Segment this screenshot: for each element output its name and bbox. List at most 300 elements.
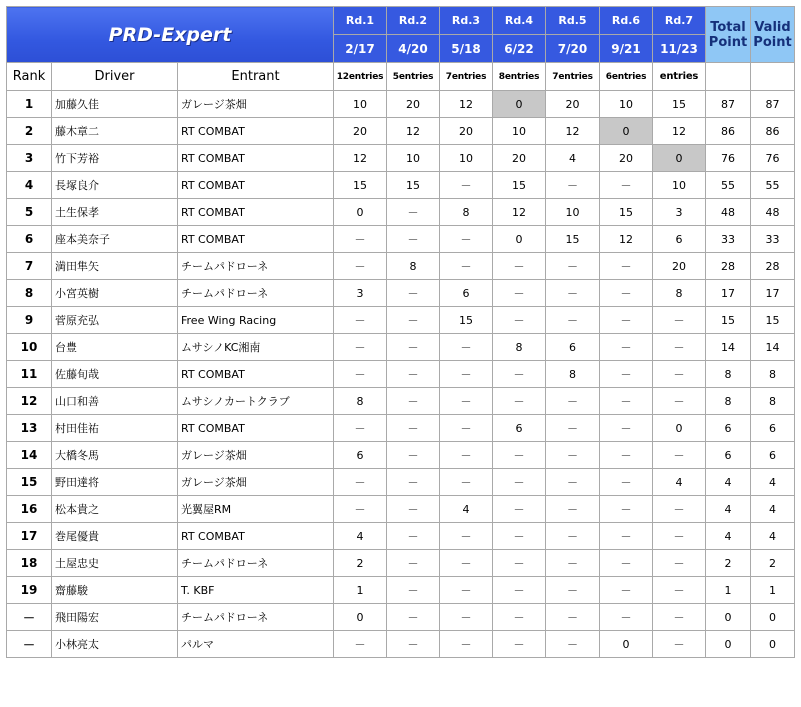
round-5-points-cell: 6 (546, 334, 600, 361)
round-1-points-cell: － (334, 631, 387, 658)
round-1-points-cell: 4 (334, 523, 387, 550)
round-3-points-cell: － (440, 550, 493, 577)
driver-cell: 松本貴之 (52, 496, 178, 523)
round-5-points-cell: － (546, 280, 600, 307)
round-5-points-cell: － (546, 631, 600, 658)
round-7-points-cell: － (653, 631, 706, 658)
driver-cell: 土生保孝 (52, 199, 178, 226)
round-2-points-cell: － (387, 334, 440, 361)
round-6-points-cell: － (600, 172, 653, 199)
round-3-points-cell: 4 (440, 496, 493, 523)
entrant-cell: RT COMBAT (178, 172, 334, 199)
round-6-points-cell: － (600, 496, 653, 523)
entrant-cell: チームパドローネ (178, 280, 334, 307)
entrant-header: Entrant (178, 63, 334, 91)
round-2-label: Rd.2 (387, 7, 440, 35)
round-6-points-cell: － (600, 361, 653, 388)
round-1-points-cell: 1 (334, 577, 387, 604)
round-2-points-cell: － (387, 604, 440, 631)
round-3-points-cell: － (440, 577, 493, 604)
total-point-cell: 2 (706, 550, 751, 577)
round-6-dropped-points-cell: 0 (600, 118, 653, 145)
round-2-points-cell: 15 (387, 172, 440, 199)
round-7-points-cell: － (653, 334, 706, 361)
valid-point-header (751, 7, 795, 63)
round-2-points-cell: 8 (387, 253, 440, 280)
round-4-points-cell: 20 (493, 145, 546, 172)
rank-cell: 15 (7, 469, 52, 496)
table-row (7, 226, 795, 253)
entrant-cell: 光翼屋RM (178, 496, 334, 523)
valid-point-cell: 1 (751, 577, 795, 604)
round-6-points-cell: － (600, 523, 653, 550)
valid-point-subheader (751, 63, 795, 91)
driver-cell: 竹下芳裕 (52, 145, 178, 172)
round-5-label: Rd.5 (546, 7, 600, 35)
round-2-points-cell: 20 (387, 91, 440, 118)
driver-cell: 大橋冬馬 (52, 442, 178, 469)
total-point-header (706, 7, 751, 63)
round-4-points-cell: － (493, 577, 546, 604)
round-1-points-cell: 2 (334, 550, 387, 577)
entrant-cell: RT COMBAT (178, 226, 334, 253)
round-2-points-cell: 12 (387, 118, 440, 145)
rank-cell: － (7, 604, 52, 631)
rank-cell: 3 (7, 145, 52, 172)
total-point-cell: 6 (706, 442, 751, 469)
standings-body (7, 91, 795, 658)
round-2-points-cell: － (387, 550, 440, 577)
driver-cell: 小林亮太 (52, 631, 178, 658)
valid-point-header-line2: Point (753, 34, 792, 50)
round-5-entries: 7entries (546, 63, 600, 91)
round-7-points-cell: 3 (653, 199, 706, 226)
valid-point-cell: 33 (751, 226, 795, 253)
total-point-cell: 48 (706, 199, 751, 226)
valid-point-cell: 0 (751, 604, 795, 631)
round-3-points-cell: 10 (440, 145, 493, 172)
entrant-cell: チームパドローネ (178, 550, 334, 577)
round-1-points-cell: 10 (334, 91, 387, 118)
round-3-points-cell: 20 (440, 118, 493, 145)
round-2-points-cell: － (387, 361, 440, 388)
round-3-points-cell: － (440, 253, 493, 280)
round-1-points-cell: 20 (334, 118, 387, 145)
rank-cell: 12 (7, 388, 52, 415)
round-6-points-cell: － (600, 604, 653, 631)
total-point-cell: 28 (706, 253, 751, 280)
round-7-points-cell: － (653, 496, 706, 523)
valid-point-cell: 48 (751, 199, 795, 226)
round-6-entries: 6entries (600, 63, 653, 91)
entrant-cell: ムサシノKC湘南 (178, 334, 334, 361)
round-1-points-cell: － (334, 469, 387, 496)
valid-point-cell: 28 (751, 253, 795, 280)
total-point-cell: 4 (706, 496, 751, 523)
rank-cell: 2 (7, 118, 52, 145)
valid-point-cell: 6 (751, 442, 795, 469)
round-1-points-cell: 0 (334, 604, 387, 631)
round-7-dropped-points-cell: 0 (653, 145, 706, 172)
round-6-points-cell: 12 (600, 226, 653, 253)
rank-cell: 4 (7, 172, 52, 199)
table-row (7, 280, 795, 307)
total-point-cell: 8 (706, 361, 751, 388)
valid-point-cell: 4 (751, 469, 795, 496)
round-4-points-cell: － (493, 604, 546, 631)
round-3-points-cell: － (440, 523, 493, 550)
round-2-entries: 5entries (387, 63, 440, 91)
round-3-entries: 7entries (440, 63, 493, 91)
round-4-points-cell: － (493, 496, 546, 523)
round-5-points-cell: 4 (546, 145, 600, 172)
round-5-points-cell: － (546, 442, 600, 469)
round-6-date: 9/21 (600, 35, 653, 63)
round-5-points-cell: － (546, 415, 600, 442)
table-row (7, 145, 795, 172)
driver-cell: 山口和善 (52, 388, 178, 415)
round-6-points-cell: 10 (600, 91, 653, 118)
valid-point-cell: 2 (751, 550, 795, 577)
total-point-cell: 8 (706, 388, 751, 415)
rank-cell: 13 (7, 415, 52, 442)
round-5-points-cell: － (546, 523, 600, 550)
round-3-points-cell: － (440, 604, 493, 631)
round-4-points-cell: － (493, 253, 546, 280)
total-point-cell: 6 (706, 415, 751, 442)
round-4-dropped-points-cell: 0 (493, 91, 546, 118)
round-4-points-cell: 15 (493, 172, 546, 199)
round-7-points-cell: 12 (653, 118, 706, 145)
round-1-date: 2/17 (334, 35, 387, 63)
total-point-cell: 15 (706, 307, 751, 334)
rank-cell: 14 (7, 442, 52, 469)
round-4-date: 6/22 (493, 35, 546, 63)
total-point-cell: 86 (706, 118, 751, 145)
table-row (7, 361, 795, 388)
total-point-cell: 76 (706, 145, 751, 172)
total-point-header-line1: Total (710, 19, 746, 35)
driver-cell: 小宮英樹 (52, 280, 178, 307)
driver-cell: 座本美奈子 (52, 226, 178, 253)
table-row (7, 631, 795, 658)
round-1-label: Rd.1 (334, 7, 387, 35)
round-2-points-cell: － (387, 523, 440, 550)
round-7-points-cell: － (653, 604, 706, 631)
round-4-points-cell: 10 (493, 118, 546, 145)
round-2-points-cell: 10 (387, 145, 440, 172)
round-4-points-cell: 6 (493, 415, 546, 442)
driver-cell: 土屋忠史 (52, 550, 178, 577)
round-6-points-cell: 15 (600, 199, 653, 226)
round-6-points-cell: － (600, 415, 653, 442)
round-4-points-cell: － (493, 280, 546, 307)
round-7-points-cell: － (653, 523, 706, 550)
entrant-cell: RT COMBAT (178, 523, 334, 550)
round-6-points-cell: － (600, 388, 653, 415)
table-title: PRD-Expert (7, 7, 334, 63)
total-point-header-line2: Point (708, 34, 748, 50)
round-2-points-cell: － (387, 280, 440, 307)
valid-point-cell: 8 (751, 388, 795, 415)
round-5-points-cell: 10 (546, 199, 600, 226)
round-6-points-cell: － (600, 253, 653, 280)
round-5-points-cell: 15 (546, 226, 600, 253)
round-7-points-cell: － (653, 550, 706, 577)
round-4-points-cell: － (493, 361, 546, 388)
round-7-points-cell: 10 (653, 172, 706, 199)
round-4-points-cell: － (493, 550, 546, 577)
driver-cell: 佐藤旬哉 (52, 361, 178, 388)
table-row (7, 334, 795, 361)
round-2-points-cell: － (387, 496, 440, 523)
table-row (7, 442, 795, 469)
valid-point-cell: 8 (751, 361, 795, 388)
valid-point-cell: 87 (751, 91, 795, 118)
round-1-entries: 12entries (334, 63, 387, 91)
round-5-points-cell: 8 (546, 361, 600, 388)
round-7-points-cell: 6 (653, 226, 706, 253)
round-6-points-cell: － (600, 469, 653, 496)
round-4-points-cell: － (493, 469, 546, 496)
round-7-points-cell: 8 (653, 280, 706, 307)
round-3-points-cell: － (440, 415, 493, 442)
valid-point-cell: 4 (751, 496, 795, 523)
driver-cell: 飛田陽宏 (52, 604, 178, 631)
total-point-cell: 4 (706, 523, 751, 550)
round-4-points-cell: － (493, 388, 546, 415)
valid-point-cell: 4 (751, 523, 795, 550)
round-7-points-cell: － (653, 442, 706, 469)
round-5-points-cell: － (546, 172, 600, 199)
rank-cell: 11 (7, 361, 52, 388)
header-row-rounds (7, 7, 795, 35)
total-point-cell: 1 (706, 577, 751, 604)
table-row (7, 91, 795, 118)
round-7-points-cell: － (653, 307, 706, 334)
rank-cell: 7 (7, 253, 52, 280)
rank-cell: 16 (7, 496, 52, 523)
round-7-points-cell: － (653, 577, 706, 604)
round-2-points-cell: － (387, 388, 440, 415)
round-6-points-cell: － (600, 307, 653, 334)
total-point-cell: 0 (706, 631, 751, 658)
round-6-points-cell: － (600, 280, 653, 307)
valid-point-cell: 17 (751, 280, 795, 307)
table-row (7, 199, 795, 226)
round-2-points-cell: － (387, 307, 440, 334)
valid-point-cell: 0 (751, 631, 795, 658)
round-1-points-cell: 8 (334, 388, 387, 415)
entrant-cell: ガレージ茶畑 (178, 442, 334, 469)
driver-cell: 長塚良介 (52, 172, 178, 199)
round-1-points-cell: 6 (334, 442, 387, 469)
valid-point-cell: 55 (751, 172, 795, 199)
round-4-points-cell: － (493, 523, 546, 550)
total-point-cell: 17 (706, 280, 751, 307)
entrant-cell: RT COMBAT (178, 361, 334, 388)
valid-point-cell: 14 (751, 334, 795, 361)
round-7-points-cell: 20 (653, 253, 706, 280)
round-1-points-cell: 0 (334, 199, 387, 226)
valid-point-header-line1: Valid (754, 19, 791, 35)
round-1-points-cell: 12 (334, 145, 387, 172)
table-row (7, 604, 795, 631)
entrant-cell: RT COMBAT (178, 118, 334, 145)
round-1-points-cell: － (334, 253, 387, 280)
total-point-cell: 4 (706, 469, 751, 496)
rank-cell: 5 (7, 199, 52, 226)
round-3-points-cell: 6 (440, 280, 493, 307)
total-point-cell: 14 (706, 334, 751, 361)
rank-cell: 19 (7, 577, 52, 604)
round-1-points-cell: － (334, 226, 387, 253)
round-1-points-cell: 3 (334, 280, 387, 307)
total-point-cell: 87 (706, 91, 751, 118)
valid-point-cell: 86 (751, 118, 795, 145)
round-2-points-cell: － (387, 442, 440, 469)
table-row (7, 253, 795, 280)
entrant-cell: ガレージ茶畑 (178, 91, 334, 118)
round-1-points-cell: － (334, 415, 387, 442)
rank-cell: 6 (7, 226, 52, 253)
round-7-points-cell: 4 (653, 469, 706, 496)
round-7-date: 11/23 (653, 35, 706, 63)
total-point-subheader (706, 63, 751, 91)
round-4-points-cell: 12 (493, 199, 546, 226)
round-3-points-cell: － (440, 334, 493, 361)
table-row (7, 415, 795, 442)
round-6-points-cell: － (600, 334, 653, 361)
round-3-points-cell: － (440, 469, 493, 496)
round-3-points-cell: － (440, 631, 493, 658)
driver-cell: 野田達将 (52, 469, 178, 496)
rank-header: Rank (7, 63, 52, 91)
round-4-points-cell: 8 (493, 334, 546, 361)
round-1-points-cell: － (334, 307, 387, 334)
table-row (7, 523, 795, 550)
round-2-points-cell: － (387, 415, 440, 442)
driver-cell: 加藤久佳 (52, 91, 178, 118)
driver-cell: 台豊 (52, 334, 178, 361)
driver-cell: 村田佳祐 (52, 415, 178, 442)
entrant-cell: Free Wing Racing (178, 307, 334, 334)
entrant-cell: T. KBF (178, 577, 334, 604)
rank-cell: 1 (7, 91, 52, 118)
round-7-points-cell: 0 (653, 415, 706, 442)
round-6-points-cell: － (600, 442, 653, 469)
round-5-points-cell: － (546, 469, 600, 496)
round-3-points-cell: － (440, 442, 493, 469)
round-5-points-cell: － (546, 604, 600, 631)
round-7-points-cell: － (653, 361, 706, 388)
entrant-cell: チームパドローネ (178, 253, 334, 280)
round-3-points-cell: 8 (440, 199, 493, 226)
driver-cell: 菅原充弘 (52, 307, 178, 334)
entrant-cell: チームパドローネ (178, 604, 334, 631)
entrant-cell: ガレージ茶畑 (178, 469, 334, 496)
valid-point-cell: 15 (751, 307, 795, 334)
round-4-points-cell: － (493, 442, 546, 469)
round-5-date: 7/20 (546, 35, 600, 63)
round-2-points-cell: － (387, 199, 440, 226)
table-row (7, 577, 795, 604)
round-4-points-cell: 0 (493, 226, 546, 253)
rank-cell: － (7, 631, 52, 658)
round-5-points-cell: － (546, 577, 600, 604)
valid-point-cell: 76 (751, 145, 795, 172)
round-3-points-cell: － (440, 172, 493, 199)
total-point-cell: 0 (706, 604, 751, 631)
table-row (7, 118, 795, 145)
round-1-points-cell: 15 (334, 172, 387, 199)
round-6-points-cell: 0 (600, 631, 653, 658)
rank-cell: 10 (7, 334, 52, 361)
round-5-points-cell: － (546, 550, 600, 577)
round-3-label: Rd.3 (440, 7, 493, 35)
round-4-points-cell: － (493, 631, 546, 658)
round-1-points-cell: － (334, 334, 387, 361)
rank-cell: 8 (7, 280, 52, 307)
round-5-points-cell: － (546, 388, 600, 415)
total-point-cell: 55 (706, 172, 751, 199)
table-row (7, 307, 795, 334)
round-2-points-cell: － (387, 577, 440, 604)
round-1-points-cell: － (334, 361, 387, 388)
round-4-label: Rd.4 (493, 7, 546, 35)
table-row (7, 469, 795, 496)
round-7-entries: entries (653, 63, 706, 91)
total-point-cell: 33 (706, 226, 751, 253)
round-3-points-cell: 15 (440, 307, 493, 334)
round-1-points-cell: － (334, 496, 387, 523)
standings-table (6, 6, 795, 658)
entrant-cell: パルマ (178, 631, 334, 658)
round-3-date: 5/18 (440, 35, 493, 63)
round-2-points-cell: － (387, 226, 440, 253)
round-6-points-cell: － (600, 577, 653, 604)
round-5-points-cell: － (546, 307, 600, 334)
round-5-points-cell: 12 (546, 118, 600, 145)
entrant-cell: RT COMBAT (178, 145, 334, 172)
table-row (7, 388, 795, 415)
driver-cell: 満田隼矢 (52, 253, 178, 280)
round-3-points-cell: － (440, 361, 493, 388)
driver-cell: 藤木章二 (52, 118, 178, 145)
round-6-points-cell: 20 (600, 145, 653, 172)
driver-cell: 巻尾優貴 (52, 523, 178, 550)
round-4-points-cell: － (493, 307, 546, 334)
round-3-points-cell: 12 (440, 91, 493, 118)
table-row (7, 496, 795, 523)
round-7-points-cell: － (653, 388, 706, 415)
entrant-cell: RT COMBAT (178, 199, 334, 226)
round-7-points-cell: 15 (653, 91, 706, 118)
round-3-points-cell: － (440, 388, 493, 415)
table-row (7, 172, 795, 199)
entrant-cell: ムサシノカートクラブ (178, 388, 334, 415)
rank-cell: 18 (7, 550, 52, 577)
entrant-cell: RT COMBAT (178, 415, 334, 442)
round-2-points-cell: － (387, 631, 440, 658)
header-row-columns (7, 63, 795, 91)
round-2-date: 4/20 (387, 35, 440, 63)
round-2-points-cell: － (387, 469, 440, 496)
round-5-points-cell: 20 (546, 91, 600, 118)
driver-header: Driver (52, 63, 178, 91)
round-3-points-cell: － (440, 226, 493, 253)
rank-cell: 9 (7, 307, 52, 334)
